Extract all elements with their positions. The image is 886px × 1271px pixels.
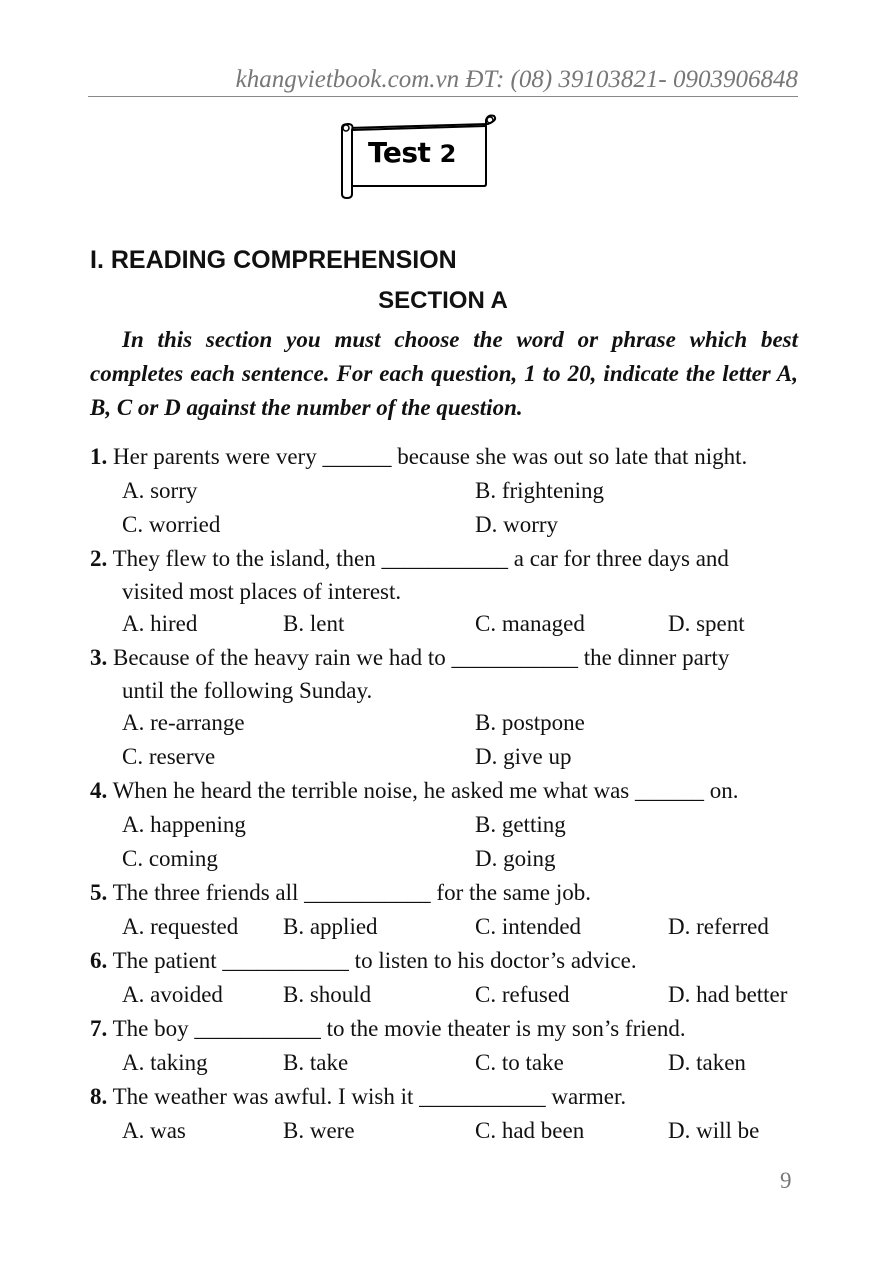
header-divider bbox=[88, 96, 798, 97]
option-d: D. taken bbox=[668, 1050, 746, 1075]
options-row bbox=[90, 740, 802, 774]
option-d: D. worry bbox=[475, 512, 559, 537]
option-b: B. were bbox=[283, 1118, 355, 1143]
question-number: 7. bbox=[90, 1016, 108, 1041]
option-c: C. refused bbox=[475, 982, 570, 1007]
option-d: D. spent bbox=[668, 611, 745, 636]
question-number: 8. bbox=[90, 1084, 108, 1109]
question-1 bbox=[90, 440, 802, 474]
question-text: They flew to the island, then ___________ a car for three days and bbox=[107, 546, 729, 571]
option-b: B. should bbox=[283, 982, 372, 1007]
option-b: B. applied bbox=[283, 914, 378, 939]
subsection-heading bbox=[0, 287, 886, 315]
question-text: The three friends all ___________ for the same job. bbox=[107, 880, 591, 905]
instructions: In this section you must choose the word or phrase which best completes each sentence. For each question, 1 to 20, indicate the letter A, B, C or D against the number of the question. bbox=[90, 327, 798, 420]
option-a: A. happening bbox=[122, 812, 246, 837]
option-a: A. hired bbox=[122, 611, 198, 636]
options-row bbox=[90, 978, 802, 1012]
options-row bbox=[90, 474, 802, 508]
options-row bbox=[90, 808, 802, 842]
options-row bbox=[90, 706, 802, 740]
question-number: 4. bbox=[90, 778, 108, 803]
question-number: 5. bbox=[90, 880, 108, 905]
question-text: The patient ___________ to listen to his doctor’s advice. bbox=[107, 948, 637, 973]
option-a: A. was bbox=[122, 1118, 186, 1143]
option-b: B. take bbox=[283, 1050, 349, 1075]
question-number: 6. bbox=[90, 948, 108, 973]
option-c: C. had been bbox=[475, 1118, 585, 1143]
question-text: When he heard the terrible noise, he asked me what was ______ on. bbox=[107, 778, 739, 803]
option-d: D. give up bbox=[475, 744, 572, 769]
question-6 bbox=[90, 944, 802, 978]
question-4 bbox=[90, 774, 802, 808]
option-d: D. had better bbox=[668, 982, 788, 1007]
test-title bbox=[368, 136, 456, 169]
option-a: A. avoided bbox=[122, 982, 223, 1007]
option-c: C. intended bbox=[475, 914, 582, 939]
question-number: 3. bbox=[90, 645, 108, 670]
question-3 bbox=[90, 641, 802, 675]
option-c: C. coming bbox=[122, 846, 218, 871]
question-5 bbox=[90, 876, 802, 910]
question-number: 2. bbox=[90, 546, 108, 571]
option-d: D. referred bbox=[668, 914, 769, 939]
option-c: C. worried bbox=[122, 512, 221, 537]
option-c: C. reserve bbox=[122, 744, 216, 769]
options-row bbox=[90, 1114, 802, 1148]
option-c: C. managed bbox=[475, 611, 585, 636]
option-b: B. postpone bbox=[475, 710, 585, 735]
option-b: B. getting bbox=[475, 812, 566, 837]
option-d: D. going bbox=[475, 846, 556, 871]
question-text: Because of the heavy rain we had to ___________ the dinner party bbox=[107, 645, 730, 670]
question-8 bbox=[90, 1080, 802, 1114]
header-contact: khangvietbook.com.vn ĐT: (08) 39103821- 0903906848 bbox=[235, 66, 798, 93]
option-a: A. requested bbox=[122, 914, 239, 939]
question-continuation: visited most places of interest. bbox=[122, 579, 402, 604]
question-number: 1. bbox=[90, 444, 108, 469]
question-2 bbox=[90, 542, 802, 576]
question-text: Her parents were very ______ because she was out so late that night. bbox=[107, 444, 748, 469]
question-list bbox=[90, 440, 802, 1148]
option-b: B. lent bbox=[283, 611, 345, 636]
option-a: A. sorry bbox=[122, 478, 198, 503]
options-row bbox=[90, 607, 802, 641]
test-title-number: 2 bbox=[439, 140, 456, 168]
option-d: D. will be bbox=[668, 1118, 760, 1143]
options-row bbox=[90, 508, 802, 542]
options-row bbox=[90, 842, 802, 876]
option-a: A. re-arrange bbox=[122, 710, 245, 735]
question-7 bbox=[90, 1012, 802, 1046]
option-b: B. frightening bbox=[475, 478, 605, 503]
question-text: The boy ___________ to the movie theater is my son’s friend. bbox=[107, 1016, 686, 1041]
subsection-text: SECTION A bbox=[378, 287, 508, 314]
question-text: The weather was awful. I wish it ___________ warmer. bbox=[107, 1084, 627, 1109]
test-title-word: Test bbox=[368, 136, 431, 169]
option-c: C. to take bbox=[475, 1050, 564, 1075]
page-number: 9 bbox=[780, 1168, 792, 1193]
question-continuation: until the following Sunday. bbox=[122, 678, 373, 703]
option-a: A. taking bbox=[122, 1050, 208, 1075]
title-scroll-banner bbox=[338, 114, 500, 200]
section-heading: I. READING COMPREHENSION bbox=[90, 246, 457, 274]
options-row bbox=[90, 1046, 802, 1080]
options-row bbox=[90, 910, 802, 944]
